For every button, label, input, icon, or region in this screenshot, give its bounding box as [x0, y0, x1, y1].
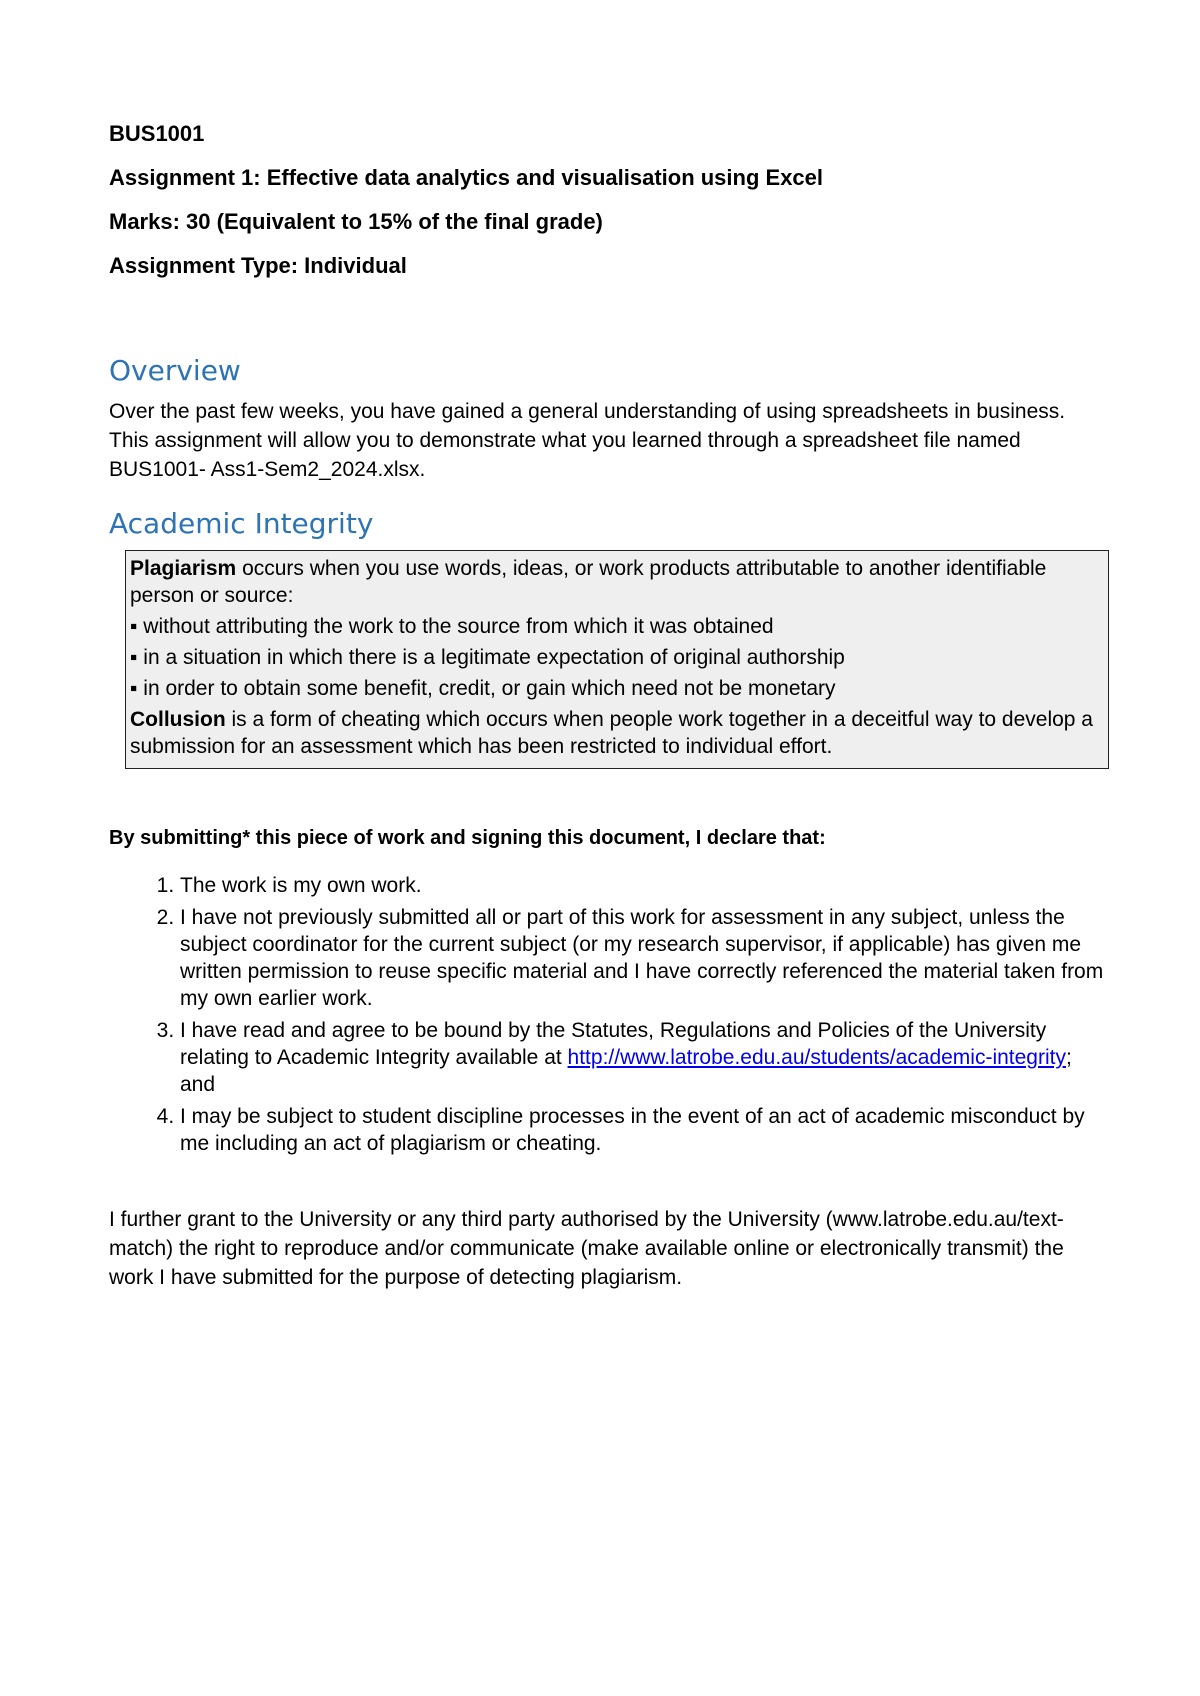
academic-integrity-box: [125, 550, 1109, 769]
declaration-item: 2. I have not previously submitted all or part of this work for assessment in any subject, unless the subject coordinator for the current subject (or my research supervisor, if applicable) has given me written permission to reuse specific material and I have correctly referenced the material taken from my own earlier work.: [180, 904, 1109, 1012]
plagiarism-bullet: ▪ in order to obtain some benefit, credit, or gain which need not be monetary: [130, 677, 836, 700]
declaration-list: [109, 872, 1109, 1157]
document-content: [109, 120, 1109, 1313]
plagiarism-bullet: ▪ in a situation in which there is a legitimate expectation of original authorship: [130, 646, 845, 669]
declaration-item: [180, 1017, 1109, 1098]
declaration-title: By submitting* this piece of work and signing this document, I declare that:: [109, 827, 826, 849]
plagiarism-def-text: occurs when you use words, ideas, or work products attributable to another identifiable person or source:: [130, 557, 1047, 607]
overview-body: Over the past few weeks, you have gained a general understanding of using spreadsheets in business. This assignment will allow you to demonstrate what you learned through a spreadsheet file named BUS1001- Ass1-Sem2_2024.xlsx.: [109, 400, 1066, 481]
declaration-item: 4. I may be subject to student discipline processes in the event of an act of academic misconduct by me including an act of plagiarism or cheating.: [180, 1103, 1109, 1157]
declaration-item: 1. The work is my own work.: [180, 872, 1109, 899]
plagiarism-definition: [130, 555, 1102, 609]
assignment-title: Assignment 1: Effective data analytics and visualisation using Excel: [109, 165, 824, 190]
marks-line: Marks: 30 (Equivalent to 15% of the final grade): [109, 209, 603, 234]
plagiarism-bullet: ▪ without attributing the work to the source from which it was obtained: [130, 615, 774, 638]
link-suffix: ; and: [180, 1046, 1072, 1096]
assignment-type: Assignment Type: Individual: [109, 253, 407, 278]
course-code: BUS1001: [109, 121, 205, 146]
further-grant-paragraph: I further grant to the University or any third party authorised by the University (www.latrobe.edu.au/text-match) the right to reproduce and/or communicate (make available online or electronically transmit) the work I have submitted for the purpose of detecting plagiarism.: [109, 1208, 1064, 1289]
overview-heading: Overview: [109, 354, 241, 387]
academic-integrity-link[interactable]: http://www.latrobe.edu.au/students/academic-integrity: [567, 1046, 1066, 1069]
collusion-term: Collusion: [130, 708, 226, 731]
declaration-item-text: I have read and agree to be bound by the Statutes, Regulations and Policies of the University relating to Academic Integrity available at: [180, 1019, 1047, 1069]
academic-integrity-heading: Academic Integrity: [109, 507, 374, 540]
collusion-def-text: is a form of cheating which occurs when people work together in a deceitful way to develop a submission for an assessment which has been restricted to individual effort.: [130, 708, 1093, 758]
plagiarism-term: Plagiarism: [130, 557, 237, 580]
collusion-definition: [130, 706, 1102, 760]
